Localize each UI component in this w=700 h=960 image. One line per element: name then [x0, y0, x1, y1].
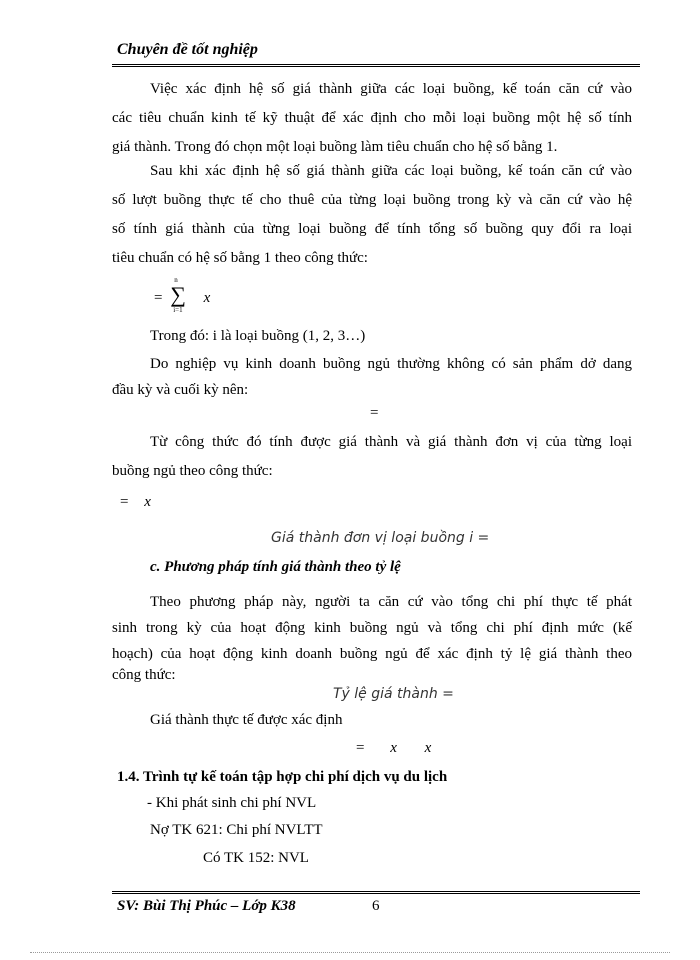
paragraph-line: giá thành. Trong đó chọn một loại buồng làm tiêu chuẩn cho hệ số bằng 1.	[112, 139, 558, 155]
x-formula	[120, 494, 151, 511]
paragraph-line: Giá thành thực tế được xác định	[150, 712, 343, 728]
entry-line: Nợ TK 621: Chi phí NVLTT	[150, 822, 323, 838]
paragraph-line: Từ công thức đó tính được giá thành và giá thành đơn vị của từng loại	[150, 434, 632, 450]
sum-formula	[154, 276, 211, 314]
paragraph-line: Trong đó: i là loại buồng (1, 2, 3…)	[150, 328, 366, 344]
paragraph-line: công thức:	[112, 667, 176, 683]
paragraph-line: sinh trong kỳ của hoạt động kinh buồng ngủ và tổng chi phí định mức (kế	[112, 620, 632, 636]
paragraph-line: số tính giá thành của từng loại buồng để tính tổng số buồng quy đổi ra loại	[112, 221, 632, 237]
formula-equals: =	[120, 494, 129, 510]
sigma-glyph: ∑	[170, 282, 186, 307]
paragraph-line: hoạch) của hoạt động kinh doanh buồng ngủ để xác định tỷ lệ giá thành theo	[112, 646, 632, 662]
paragraph-line: tiêu chuẩn có hệ số bằng 1 theo công thức:	[112, 250, 368, 266]
formula-equals: =	[154, 290, 163, 306]
paragraph-line: Theo phương pháp này, người ta căn cứ vào tổng chi phí thực tế phát	[150, 594, 632, 610]
formula-equals: =	[370, 405, 379, 421]
paragraph-line: đầu kỳ và cuối kỳ nên:	[112, 382, 249, 398]
page-number: 6	[372, 898, 380, 914]
unit-cost-formula-label: Giá thành đơn vị loại buồng i =	[271, 530, 490, 546]
paragraph-line: các tiêu chuẩn kinh tế kỹ thuật để xác định cho mỗi loại buồng một hệ số tính	[112, 110, 632, 126]
sigma-upper-limit: n	[174, 276, 178, 284]
page-header-title: Chuyên đề tốt nghiệp	[117, 41, 258, 58]
footer-rule	[112, 891, 640, 894]
formula-equals: =	[356, 740, 365, 756]
formula-variable: x	[144, 494, 151, 510]
footer-student-info: SV: Bùi Thị Phúc – Lớp K38	[117, 898, 296, 914]
sigma-symbol	[170, 276, 186, 314]
formula-variable: x	[390, 740, 397, 756]
final-formula	[356, 740, 431, 757]
page-edge-dotted-line	[30, 952, 670, 953]
section-heading-c: c. Phương pháp tính giá thành theo tỷ lệ	[150, 559, 401, 575]
entry-line: - Khi phát sinh chi phí NVL	[147, 795, 317, 811]
paragraph-line: Sau khi xác định hệ số giá thành giữa các loại buồng, kế toán căn cứ vào	[150, 163, 632, 179]
entry-line: Có TK 152: NVL	[203, 850, 309, 866]
paragraph-line: Việc xác định hệ số giá thành giữa các loại buồng, kế toán căn cứ vào	[150, 81, 632, 97]
paragraph-line: Do nghiệp vụ kinh doanh buồng ngủ thường không có sản phẩm dở dang	[150, 356, 632, 372]
cost-ratio-formula-label: Tỷ lệ giá thành =	[333, 686, 454, 702]
section-heading-1-4: 1.4. Trình tự kế toán tập hợp chi phí dịch vụ du lịch	[117, 769, 448, 785]
header-rule	[112, 64, 640, 67]
paragraph-line: số lượt buồng thực tế cho thuê của từng loại buồng trong kỳ và căn cứ vào hệ	[112, 192, 632, 208]
formula-variable: x	[203, 290, 211, 306]
paragraph-line: buồng ngủ theo công thức:	[112, 463, 273, 479]
sigma-lower-limit: i=1	[173, 306, 183, 314]
formula-variable: x	[424, 740, 432, 756]
